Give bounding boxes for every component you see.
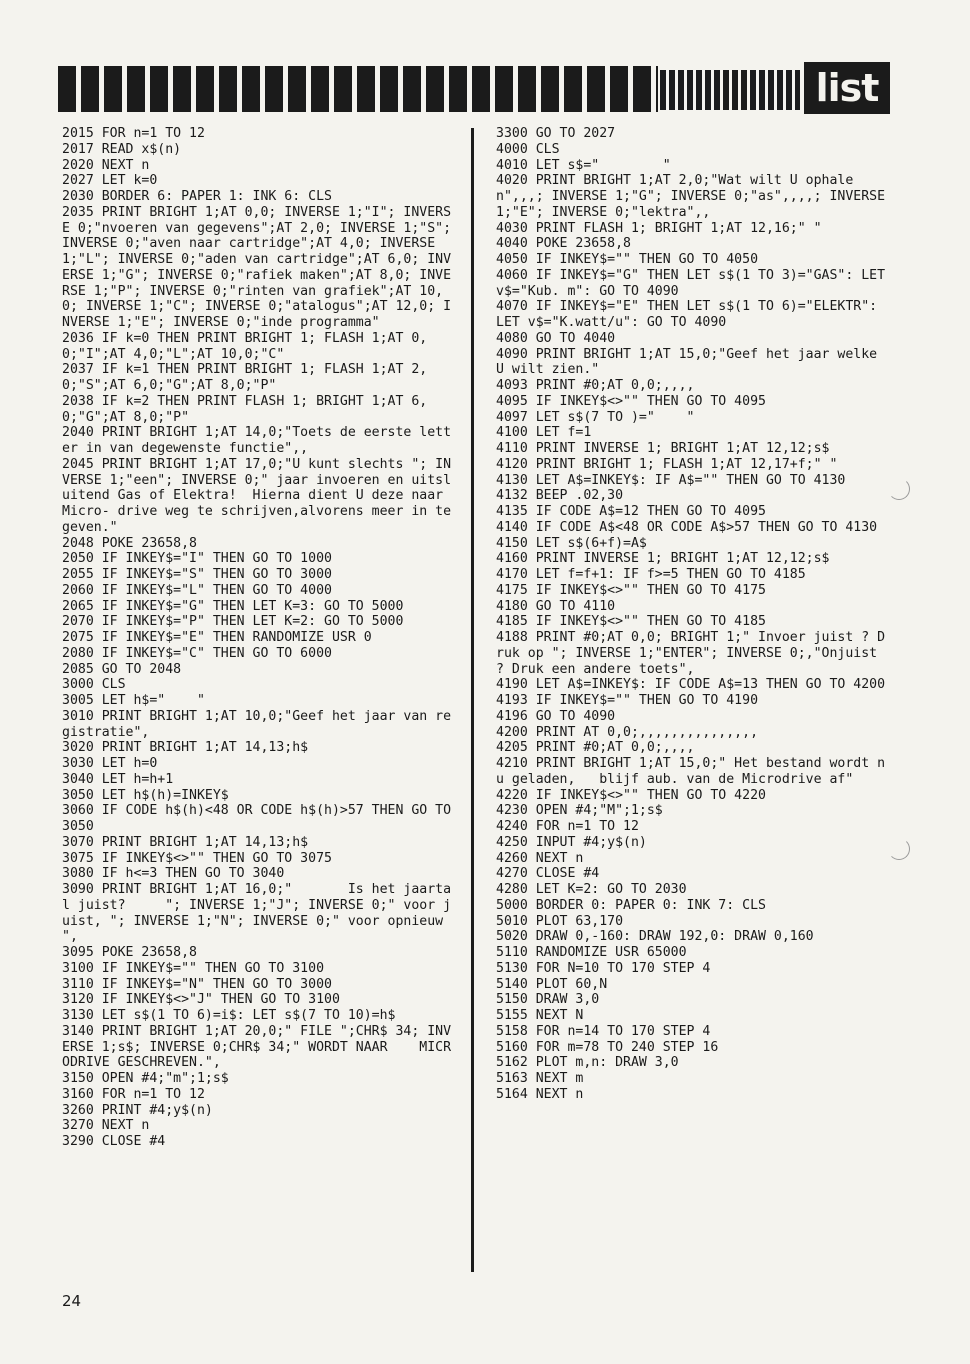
code-line: 3010 PRINT BRIGHT 1;AT 10,0;"Geef het jaar van registratie", [62,708,452,740]
code-line: 4100 LET f=1 [496,425,592,441]
binder-hole-icon [888,838,910,860]
code-line: 3140 PRINT BRIGHT 1;AT 20,0;" FILE ";CHR$ 34; INVERSE 1;s$; INVERSE 0;CHR$ 34;" WORDT NAAR MICRODRIVE GESCHREVEN.", [62,1023,452,1071]
code-line: 4010 LET s$=" " [496,157,671,173]
binder-hole-icon [888,478,910,500]
code-line: 2070 IF INKEY$="P" THEN LET K=2: GO TO 5000 [62,614,404,630]
code-line: 2038 IF k=2 THEN PRINT FLASH 1; BRIGHT 1;AT 6,0;"G";AT 8,0;"P" [62,393,428,425]
code-line: 4230 OPEN #4;"M";1;s$ [496,803,663,819]
code-line: 3060 IF CODE h$(h)<48 OR CODE h$(h)>57 THEN GO TO 3050 [62,803,459,834]
code-line: 4150 LET s$(6+f)=A$ [496,535,647,551]
code-line: 2080 IF INKEY$="C" THEN GO TO 6000 [62,645,332,661]
code-line: 4210 PRINT BRIGHT 1;AT 15,0;" Het bestand wordt nu geladen, blijf aub. van de Microdrive af" [496,756,886,787]
code-line: 3290 CLOSE #4 [62,1134,166,1149]
code-line: 3300 GO TO 2027 [496,126,616,141]
code-line: 4250 INPUT #4;y$(n) [496,834,647,850]
code-line: 4260 NEXT n [496,850,584,866]
code-line: 4196 GO TO 4090 [496,708,616,724]
code-line: 4120 PRINT BRIGHT 1; FLASH 1;AT 12,17+f;" " [496,456,838,472]
code-line: 4050 IF INKEY$="" THEN GO TO 4050 [496,252,759,267]
code-line: 5163 NEXT m [496,1071,584,1086]
code-line: 2048 POKE 23658,8 [62,535,197,551]
code-line: 5150 DRAW 3,0 [496,992,600,1008]
code-line: 3030 LET h=0 [62,756,158,771]
code-line: 4185 IF INKEY$<>"" THEN GO TO 4185 [496,614,766,630]
code-line: 4175 IF INKEY$<>"" THEN GO TO 4175 [496,582,766,598]
code-line: 2055 IF INKEY$="S" THEN GO TO 3000 [62,567,332,582]
code-line: 2037 IF k=1 THEN PRINT BRIGHT 1; FLASH 1;AT 2,0;"S";AT 6,0;"G";AT 8,0;"P" [62,362,428,393]
code-line: 4160 PRINT INVERSE 1; BRIGHT 1;AT 12,12;s$ [496,551,830,567]
code-line: 2040 PRINT BRIGHT 1;AT 14,0;"Toets de eerste letter in van degewenste functie",, [62,425,452,456]
code-line: 2075 IF INKEY$="E" THEN RANDOMIZE USR 0 [62,630,372,645]
code-line: 4205 PRINT #0;AT 0,0;,,,, [496,740,695,756]
code-line: 2035 PRINT BRIGHT 1;AT 0,0; INVERSE 1;"I"; INVERSE 0;"nvoeren van gegevens";AT 2,0; INVERSE 1;"S"; INVERSE 0;"aven naar cartridge";AT 4,0; INVERSE 1;"L"; INVERSE 0;"aden van cartridge";AT 6,0; INVERSE 1;"G"; INVERSE 0;"rafiek maken";AT 8,0; INVERSE 1;"P"; INVERSE 0;"rinten van grafiek";AT 10,0; INVERSE 1;"C"; INVERSE 0;"atalogus";AT 12,0; INVERSE 1;"E"; INVERSE 0;"inde programma" [62,204,459,330]
code-column-left [62,126,459,1150]
code-line: 5158 FOR n=14 TO 170 STEP 4 [496,1023,711,1039]
code-line: 4130 LET A$=INKEY$: IF A$="" THEN GO TO 4130 [496,472,846,488]
code-line: 3160 FOR n=1 TO 12 [62,1086,205,1102]
code-line: 4188 PRINT #0;AT 0,0; BRIGHT 1;" Invoer juist ? Druk op "; INVERSE 1;"ENTER"; INVERSE 0;,"Onjuist ? Druk een andere toets", [496,630,886,677]
code-line: 4070 IF INKEY$="E" THEN LET s$(1 TO 6)="ELEKTR": LET v$="K.watt/u": GO TO 4090 [496,299,886,330]
code-line: 2020 NEXT n [62,157,150,173]
code-line: 4140 IF CODE A$<48 OR CODE A$>57 THEN GO TO 4130 [496,519,878,535]
code-line: 2065 IF INKEY$="G" THEN LET K=3: GO TO 5000 [62,598,404,614]
code-line: 3130 LET s$(1 TO 6)=i$: LET s$(7 TO 10)=h$ [62,1008,396,1023]
code-line: 2017 READ x$(n) [62,141,182,157]
code-line: 3090 PRINT BRIGHT 1;AT 16,0;" Is het jaartal juist? "; INVERSE 1;"J"; INVERSE 0;" voor juist, "; INVERSE 1;"N"; INVERSE 0;" voor opnieuw ", [62,882,452,945]
code-line: 2036 IF k=0 THEN PRINT BRIGHT 1; FLASH 1;AT 0,0;"I";AT 4,0;"L";AT 10,0;"C" [62,330,428,362]
code-line: 4095 IF INKEY$<>"" THEN GO TO 4095 [496,393,766,409]
list-logo: list [804,62,890,114]
code-line: 3020 PRINT BRIGHT 1;AT 14,13;h$ [62,740,309,756]
code-line: 4060 IF INKEY$="G" THEN LET s$(1 TO 3)="GAS": LET v$="Kub. m": GO TO 4090 [496,267,893,299]
code-line: 3270 NEXT n [62,1118,150,1134]
code-line: 3120 IF INKEY$<>"J" THEN GO TO 3100 [62,992,340,1008]
code-line: 3095 POKE 23658,8 [62,945,197,960]
code-line: 2085 GO TO 2048 [62,661,182,677]
code-line: 4170 LET f=f+1: IF f>=5 THEN GO TO 4185 [496,567,806,582]
code-line: 4180 GO TO 4110 [496,598,616,614]
code-line: 4135 IF CODE A$=12 THEN GO TO 4095 [496,504,766,519]
code-line: 4280 LET K=2: GO TO 2030 [496,882,687,897]
code-line: 4093 PRINT #0;AT 0,0;,,,, [496,378,695,393]
header-stripe-bar-fine [660,70,800,110]
code-line: 4097 LET s$(7 TO )=" " [496,409,695,425]
code-line: 3150 OPEN #4;"m";1;s$ [62,1071,229,1086]
code-line: 2027 LET k=0 [62,173,158,189]
code-line: 4240 FOR n=1 TO 12 [496,819,639,834]
code-line: 3000 CLS [62,677,126,693]
code-line: 5155 NEXT N [496,1008,584,1023]
code-line: 2045 PRINT BRIGHT 1;AT 17,0;"U kunt slechts "; INVERSE 1;"een"; INVERSE 0;" jaar invoeren en uitsluitend Gas of Elektra! Hierna dient U deze naar Micro- drive weg te schrijven,alvorens meer in te geven." [62,456,459,535]
code-line: 3110 IF INKEY$="N" THEN GO TO 3000 [62,976,332,992]
column-divider [471,128,474,1272]
code-line: 2060 IF INKEY$="L" THEN GO TO 4000 [62,582,332,598]
code-line: 4090 PRINT BRIGHT 1;AT 15,0;"Geef het jaar welke U wilt zien." [496,346,886,378]
code-line: 4000 CLS [496,141,560,157]
code-line: 4020 PRINT BRIGHT 1;AT 2,0;"Wat wilt U ophalen",,,; INVERSE 1;"G"; INVERSE 0;"as",,,,; INVERSE 1;"E"; INVERSE 0;"lektra",, [496,173,893,220]
code-line: 4200 PRINT AT 0,0;,,,,,,,,,,,,,,, [496,724,759,740]
code-line: 5162 PLOT m,n: DRAW 3,0 [496,1055,679,1071]
code-line: 5160 FOR m=78 TO 240 STEP 16 [496,1039,719,1055]
code-line: 4110 PRINT INVERSE 1; BRIGHT 1;AT 12,12;s$ [496,441,830,456]
code-line: 3005 LET h$=" " [62,693,205,708]
code-line: 2050 IF INKEY$="I" THEN GO TO 1000 [62,551,332,567]
code-line: 3050 LET h$(h)=INKEY$ [62,787,229,803]
code-line: 3260 PRINT #4;y$(n) [62,1102,213,1118]
code-line: 5010 PLOT 63,170 [496,913,624,929]
code-line: 3100 IF INKEY$="" THEN GO TO 3100 [62,960,325,976]
code-line: 5164 NEXT n [496,1086,584,1102]
code-line: 5020 DRAW 0,-160: DRAW 192,0: DRAW 0,160 [496,929,814,945]
code-line: 4270 CLOSE #4 [496,866,600,882]
header-stripe-bar [58,66,658,112]
code-column-right [496,126,893,1103]
code-line: 3040 LET h=h+1 [62,771,174,787]
code-line: 4190 LET A$=INKEY$: IF CODE A$=13 THEN GO TO 4200 [496,677,886,693]
page-number: 24 [62,1292,82,1310]
code-line: 4220 IF INKEY$<>"" THEN GO TO 4220 [496,787,766,803]
code-line: 5130 FOR N=10 TO 170 STEP 4 [496,960,711,976]
code-line: 4040 POKE 23658,8 [496,236,631,252]
code-line: 4132 BEEP .02,30 [496,488,624,504]
code-line: 3080 IF h<=3 THEN GO TO 3040 [62,866,285,882]
code-line: 5110 RANDOMIZE USR 65000 [496,945,687,960]
code-line: 3070 PRINT BRIGHT 1;AT 14,13;h$ [62,834,309,850]
code-line: 5140 PLOT 60,N [496,976,608,992]
code-line: 2030 BORDER 6: PAPER 1: INK 6: CLS [62,189,332,204]
code-line: 4030 PRINT FLASH 1; BRIGHT 1;AT 12,16;" " [496,220,822,236]
code-line: 5000 BORDER 0: PAPER 0: INK 7: CLS [496,897,766,913]
code-line: 4193 IF INKEY$="" THEN GO TO 4190 [496,693,759,708]
code-line: 4080 GO TO 4040 [496,330,616,346]
code-line: 3075 IF INKEY$<>"" THEN GO TO 3075 [62,850,332,866]
code-line: 2015 FOR n=1 TO 12 [62,126,205,141]
